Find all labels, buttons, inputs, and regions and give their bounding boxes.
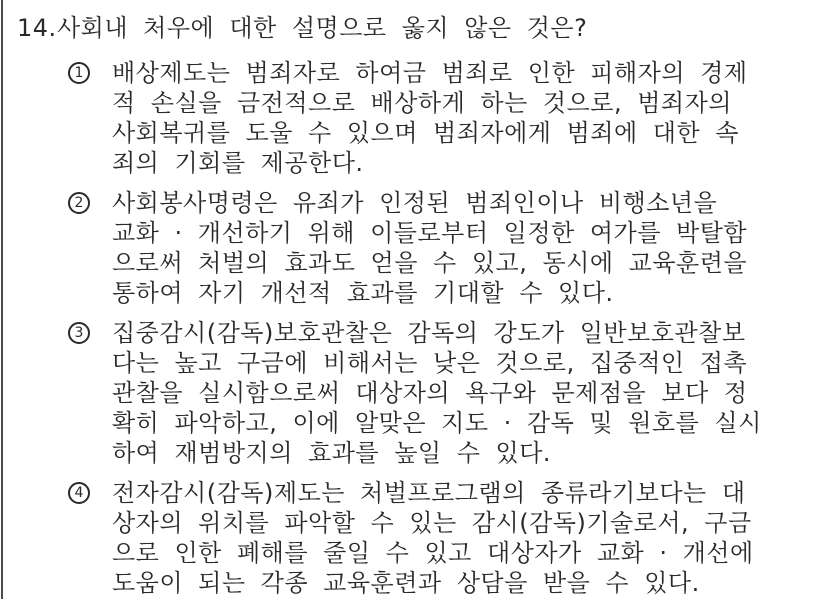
option-text-line: 관찰을 실시함으로써 대상자의 욕구와 문제점을 보다 정 xyxy=(112,379,748,407)
option-4-number: 4 xyxy=(74,485,84,501)
option-text-line: 배상제도는 범죄자로 하여금 범죄로 인한 피해자의 경제 xyxy=(112,59,748,87)
option-text-line: 전자감시(감독)제도는 처벌프로그램의 종류라기보다는 대 xyxy=(112,479,746,507)
left-border-rule xyxy=(1,0,3,599)
question-text: 사회내 처우에 대한 설명으로 옳지 않은 것은? xyxy=(57,14,588,42)
option-3-text xyxy=(112,318,762,468)
option-4-text xyxy=(112,478,754,598)
question-number: 14. xyxy=(17,14,57,42)
option-4-marker xyxy=(68,482,90,504)
option-text-line: 상자의 위치를 파악할 수 있는 감시(감독)기술로서, 구금 xyxy=(112,509,752,537)
option-text-line: 죄의 기회를 제공한다. xyxy=(112,149,364,177)
option-text-line: 사회봉사명령은 유죄가 인정된 범죄인이나 비행소년을 xyxy=(112,189,718,217)
option-text-line: 집중감시(감독)보호관찰은 감독의 강도가 일반보호관찰보 xyxy=(112,319,746,347)
option-1-text xyxy=(112,58,748,178)
option-text-line: 도움이 되는 각종 교육훈련과 상담을 받을 수 있다. xyxy=(112,569,700,597)
option-3 xyxy=(68,318,818,468)
option-1-number: 1 xyxy=(74,65,84,81)
question-block xyxy=(17,13,587,43)
options-list xyxy=(68,58,818,599)
option-text-line: 하여 재범방지의 효과를 높일 수 있다. xyxy=(112,439,552,467)
option-text-line: 통하여 자기 개선적 효과를 기대할 수 있다. xyxy=(112,279,614,307)
option-2-marker xyxy=(68,192,90,214)
option-text-line: 다는 높고 구금에 비해서는 낮은 것으로, 집중적인 접촉 xyxy=(112,349,748,377)
option-3-marker xyxy=(68,322,90,344)
option-text-line: 사회복귀를 도울 수 있으며 범죄자에게 범죄에 대한 속 xyxy=(112,119,739,147)
option-1 xyxy=(68,58,818,178)
option-text-line: 교화 · 개선하기 위해 이들로부터 일정한 여가를 박탈함 xyxy=(112,219,748,247)
option-1-marker xyxy=(68,62,90,84)
option-text-line: 으로써 처벌의 효과도 얻을 수 있고, 동시에 교육훈련을 xyxy=(112,249,748,277)
option-3-number: 3 xyxy=(74,325,84,341)
option-2 xyxy=(68,188,818,308)
option-text-line: 으로 인한 폐해를 줄일 수 있고 대상자가 교화 · 개선에 xyxy=(112,539,754,567)
option-2-text xyxy=(112,188,747,308)
option-2-number: 2 xyxy=(74,195,84,211)
option-4 xyxy=(68,478,818,598)
option-text-line: 적 손실을 금전적으로 배상하게 하는 것으로, 범죄자의 xyxy=(112,89,732,117)
option-text-line: 확히 파악하고, 이에 알맞은 지도 · 감독 및 원호를 실시 xyxy=(112,409,762,437)
